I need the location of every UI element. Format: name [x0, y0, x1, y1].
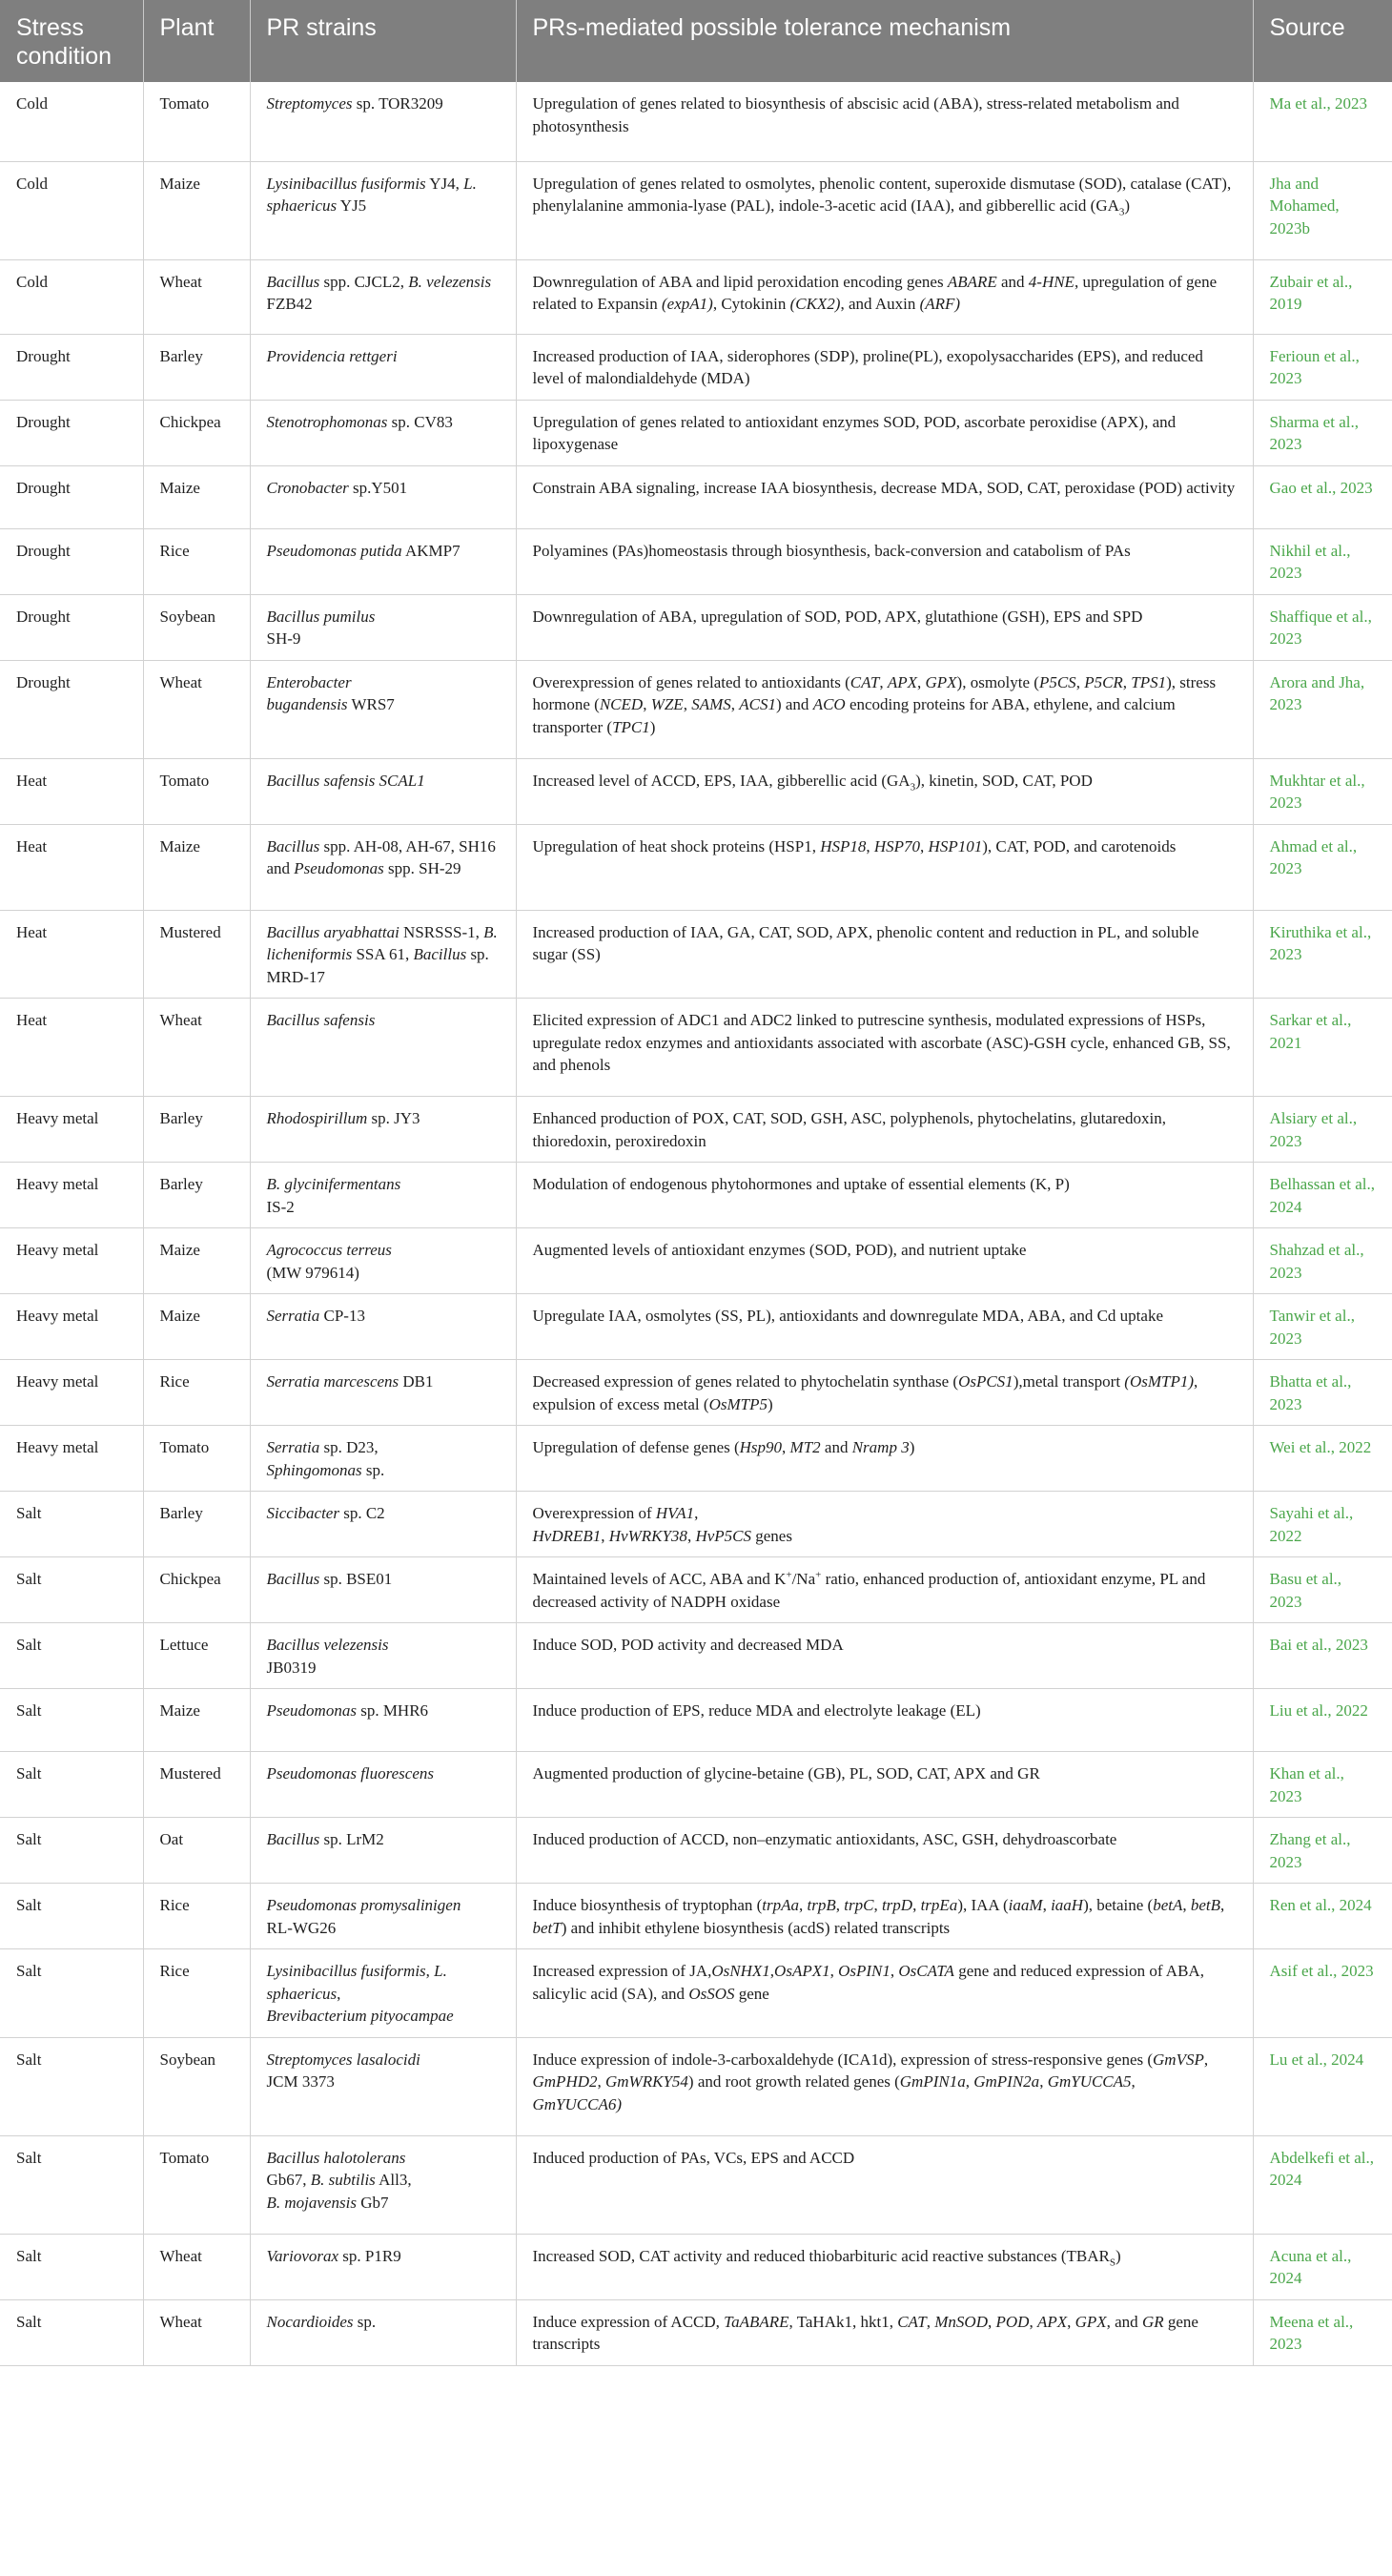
- cell-pr-strains: Bacillus spp. CJCL2, B. velezensis FZB42: [250, 259, 516, 334]
- cell-source[interactable]: Acuna et al., 2024: [1253, 2234, 1392, 2299]
- table-row: [0, 1623, 1392, 1689]
- cell-pr-strains: Enterobacter bugandensis WRS7: [250, 660, 516, 758]
- cell-stress-condition: Heat: [0, 910, 143, 999]
- cell-stress-condition: Heat: [0, 824, 143, 910]
- cell-source[interactable]: Wei et al., 2022: [1253, 1426, 1392, 1492]
- cell-pr-strains: Streptomyces lasalocidi JCM 3373: [250, 2037, 516, 2135]
- cell-source[interactable]: Alsiary et al., 2023: [1253, 1097, 1392, 1163]
- cell-source[interactable]: Bhatta et al., 2023: [1253, 1360, 1392, 1426]
- cell-mechanism: Polyamines (PAs)homeostasis through biosynthesis, back-conversion and catabolism of PAs: [516, 528, 1253, 594]
- cell-source[interactable]: Ahmad et al., 2023: [1253, 824, 1392, 910]
- cell-plant: Mustered: [143, 1752, 250, 1818]
- cell-stress-condition: Heavy metal: [0, 1228, 143, 1294]
- cell-mechanism: Downregulation of ABA and lipid peroxidation encoding genes ABARE and 4-HNE, upregulation of gene related to Expansin (expA1), Cytokinin (CKX2), and Auxin (ARF): [516, 259, 1253, 334]
- cell-stress-condition: Salt: [0, 1557, 143, 1623]
- cell-plant: Wheat: [143, 2299, 250, 2365]
- cell-stress-condition: Heat: [0, 999, 143, 1097]
- cell-pr-strains: Bacillus velezensis JB0319: [250, 1623, 516, 1689]
- cell-stress-condition: Drought: [0, 594, 143, 660]
- cell-mechanism: Increased level of ACCD, EPS, IAA, gibberellic acid $(GA_3)$, kinetin, SOD, CAT, POD: [516, 758, 1253, 824]
- table-row: [0, 999, 1392, 1097]
- cell-stress-condition: Salt: [0, 1752, 143, 1818]
- cell-source[interactable]: Mukhtar et al., 2023: [1253, 758, 1392, 824]
- table-row: [0, 82, 1392, 161]
- cell-source[interactable]: Ma et al., 2023: [1253, 82, 1392, 161]
- cell-plant: Barley: [143, 1163, 250, 1228]
- cell-plant: Maize: [143, 465, 250, 528]
- cell-plant: Maize: [143, 1689, 250, 1752]
- cell-mechanism: Upregulation of genes related to antioxidant enzymes SOD, POD, ascorbate peroxidise (APX), and lipoxygenase: [516, 400, 1253, 465]
- cell-stress-condition: Drought: [0, 400, 143, 465]
- cell-plant: Soybean: [143, 594, 250, 660]
- cell-plant: Maize: [143, 1228, 250, 1294]
- table-row: [0, 1228, 1392, 1294]
- cell-pr-strains: Lysinibacillus fusiformis, L. sphaericus, Brevibacterium pityocampae: [250, 1949, 516, 2038]
- cell-plant: Lettuce: [143, 1623, 250, 1689]
- cell-plant: Rice: [143, 1949, 250, 2038]
- cell-mechanism: Maintained levels of ACC, ABA and K+/Na+ ratio, enhanced production of, antioxidant enzyme, PL and decreased activity of NADPH oxidase: [516, 1557, 1253, 1623]
- cell-pr-strains: Bacillus sp. BSE01: [250, 1557, 516, 1623]
- cell-source[interactable]: Asif et al., 2023: [1253, 1949, 1392, 2038]
- cell-mechanism: Increased production of IAA, GA, CAT, SOD, APX, phenolic content and reduction in PL, and soluble sugar (SS): [516, 910, 1253, 999]
- cell-mechanism: Constrain ABA signaling, increase IAA biosynthesis, decrease MDA, SOD, CAT, peroxidase (POD) activity: [516, 465, 1253, 528]
- cell-pr-strains: Rhodospirillum sp. JY3: [250, 1097, 516, 1163]
- cell-stress-condition: Drought: [0, 334, 143, 400]
- cell-mechanism: Modulation of endogenous phytohormones and uptake of essential elements (K, P): [516, 1163, 1253, 1228]
- cell-stress-condition: Heavy metal: [0, 1163, 143, 1228]
- cell-source[interactable]: Khan et al., 2023: [1253, 1752, 1392, 1818]
- cell-mechanism: Overexpression of HVA1, HvDREB1, HvWRKY38, HvP5CS genes: [516, 1492, 1253, 1557]
- table-row: [0, 2037, 1392, 2135]
- cell-pr-strains: Variovorax sp. P1R9: [250, 2234, 516, 2299]
- cell-pr-strains: Siccibacter sp. C2: [250, 1492, 516, 1557]
- table-row: [0, 2299, 1392, 2365]
- cell-pr-strains: Pseudomonas promysalinigen RL-WG26: [250, 1884, 516, 1949]
- cell-plant: Soybean: [143, 2037, 250, 2135]
- cell-source[interactable]: Abdelkefi et al., 2024: [1253, 2135, 1392, 2234]
- cell-source[interactable]: Arora and Jha, 2023: [1253, 660, 1392, 758]
- table-row: [0, 1949, 1392, 2038]
- table-row: [0, 334, 1392, 400]
- cell-plant: Tomato: [143, 758, 250, 824]
- cell-source[interactable]: Basu et al., 2023: [1253, 1557, 1392, 1623]
- cell-pr-strains: B. glycinifermentans IS-2: [250, 1163, 516, 1228]
- cell-stress-condition: Drought: [0, 528, 143, 594]
- table-row: [0, 758, 1392, 824]
- cell-mechanism: Enhanced production of POX, CAT, SOD, GSH, ASC, polyphenols, phytochelatins, glutaredoxin, thioredoxin, peroxiredoxin: [516, 1097, 1253, 1163]
- cell-plant: Maize: [143, 161, 250, 259]
- cell-source[interactable]: Gao et al., 2023: [1253, 465, 1392, 528]
- cell-source[interactable]: Zubair et al., 2019: [1253, 259, 1392, 334]
- cell-plant: Wheat: [143, 2234, 250, 2299]
- table-body: [0, 82, 1392, 2365]
- cell-source[interactable]: Jha and Mohamed, 2023b: [1253, 161, 1392, 259]
- cell-plant: Wheat: [143, 660, 250, 758]
- cell-pr-strains: Bacillus halotolerans Gb67, B. subtilis All3, B. mojavensis Gb7: [250, 2135, 516, 2234]
- table-row: [0, 1752, 1392, 1818]
- table-header: [0, 0, 1392, 82]
- table-row: [0, 1360, 1392, 1426]
- header-plant: Plant: [143, 0, 250, 82]
- cell-stress-condition: Salt: [0, 2037, 143, 2135]
- cell-source[interactable]: Sharma et al., 2023: [1253, 400, 1392, 465]
- cell-stress-condition: Salt: [0, 2234, 143, 2299]
- cell-mechanism: Elicited expression of ADC1 and ADC2 linked to putrescine synthesis, modulated expressions of HSPs, upregulate redox enzymes and antioxidants associated with ascorbate (ASC)-GSH cycle, enhanced GB, SS, and phenols: [516, 999, 1253, 1097]
- cell-pr-strains: Lysinibacillus fusiformis YJ4, L. sphaericus YJ5: [250, 161, 516, 259]
- cell-source[interactable]: Sarkar et al., 2021: [1253, 999, 1392, 1097]
- table-row: [0, 1492, 1392, 1557]
- cell-stress-condition: Drought: [0, 660, 143, 758]
- cell-source[interactable]: Meena et al., 2023: [1253, 2299, 1392, 2365]
- table-row: [0, 400, 1392, 465]
- cell-pr-strains: Bacillus safensis: [250, 999, 516, 1097]
- table-row: [0, 1294, 1392, 1360]
- cell-pr-strains: Bacillus sp. LrM2: [250, 1818, 516, 1884]
- cell-pr-strains: Bacillus aryabhattai NSRSSS-1, B. licheniformis SSA 61, Bacillus sp. MRD-17: [250, 910, 516, 999]
- cell-source[interactable]: Liu et al., 2022: [1253, 1689, 1392, 1752]
- cell-plant: Tomato: [143, 1426, 250, 1492]
- cell-pr-strains: Pseudomonas putida AKMP7: [250, 528, 516, 594]
- cell-mechanism: Overexpression of genes related to antioxidants (CAT, APX, GPX), osmolyte (P5CS, P5CR, TPS1), stress hormone (NCED, WZE, SAMS, ACS1) and ACO encoding proteins for ABA, ethylene, and calcium transporter (TPC1): [516, 660, 1253, 758]
- table-row: [0, 594, 1392, 660]
- cell-stress-condition: Cold: [0, 259, 143, 334]
- cell-source[interactable]: Belhassan et al., 2024: [1253, 1163, 1392, 1228]
- table-row: [0, 1689, 1392, 1752]
- cell-stress-condition: Salt: [0, 1949, 143, 2038]
- cell-stress-condition: Salt: [0, 2135, 143, 2234]
- cell-source[interactable]: Shaffique et al., 2023: [1253, 594, 1392, 660]
- cell-stress-condition: Drought: [0, 465, 143, 528]
- cell-pr-strains: Bacillus pumilus SH-9: [250, 594, 516, 660]
- cell-plant: Chickpea: [143, 1557, 250, 1623]
- cell-mechanism: Induce SOD, POD activity and decreased MDA: [516, 1623, 1253, 1689]
- cell-stress-condition: Salt: [0, 1623, 143, 1689]
- cell-stress-condition: Cold: [0, 82, 143, 161]
- cell-stress-condition: Salt: [0, 1689, 143, 1752]
- cell-mechanism: Induced production of ACCD, non–enzymatic antioxidants, ASC, GSH, dehydroascorbate: [516, 1818, 1253, 1884]
- cell-stress-condition: Salt: [0, 2299, 143, 2365]
- table-row: [0, 1163, 1392, 1228]
- cell-stress-condition: Salt: [0, 1884, 143, 1949]
- table-row: [0, 910, 1392, 999]
- cell-source[interactable]: Tanwir et al., 2023: [1253, 1294, 1392, 1360]
- cell-source[interactable]: Ferioun et al., 2023: [1253, 334, 1392, 400]
- cell-plant: Barley: [143, 334, 250, 400]
- cell-mechanism: Augmented levels of antioxidant enzymes (SOD, POD), and nutrient uptake: [516, 1228, 1253, 1294]
- cell-mechanism: Upregulate IAA, osmolytes (SS, PL), antioxidants and downregulate MDA, ABA, and Cd uptake: [516, 1294, 1253, 1360]
- cell-stress-condition: Heavy metal: [0, 1360, 143, 1426]
- cell-pr-strains: Providencia rettgeri: [250, 334, 516, 400]
- header-stress-condition: Stress condition: [0, 0, 143, 82]
- cell-mechanism: Upregulation of genes related to osmolytes, phenolic content, superoxide dismutase (SOD), catalase (CAT), phenylalanine ammonia-lyase (PAL), indole-3-acetic acid (IAA), and gibberellic acid $(GA_3)$: [516, 161, 1253, 259]
- cell-pr-strains: Serratia CP-13: [250, 1294, 516, 1360]
- cell-plant: Wheat: [143, 999, 250, 1097]
- table-row: [0, 2135, 1392, 2234]
- cell-pr-strains: Pseudomonas fluorescens: [250, 1752, 516, 1818]
- cell-plant: Rice: [143, 1884, 250, 1949]
- header-row: [0, 0, 1392, 82]
- cell-mechanism: Upregulation of genes related to biosynthesis of abscisic acid (ABA), stress-related metabolism and photosynthesis: [516, 82, 1253, 161]
- cell-pr-strains: Serratia sp. D23, Sphingomonas sp.: [250, 1426, 516, 1492]
- cell-stress-condition: Heat: [0, 758, 143, 824]
- cell-mechanism: Upregulation of defense genes (Hsp90, MT2 and Nramp 3): [516, 1426, 1253, 1492]
- cell-stress-condition: Salt: [0, 1492, 143, 1557]
- cell-source[interactable]: Shahzad et al., 2023: [1253, 1228, 1392, 1294]
- cell-source[interactable]: Zhang et al., 2023: [1253, 1818, 1392, 1884]
- table-row: [0, 1097, 1392, 1163]
- cell-source[interactable]: Ren et al., 2024: [1253, 1884, 1392, 1949]
- cell-pr-strains: Cronobacter sp.Y501: [250, 465, 516, 528]
- cell-stress-condition: Salt: [0, 1818, 143, 1884]
- cell-mechanism: Induce biosynthesis of tryptophan (trpAa, trpB, trpC, trpD, trpEa), IAA (iaaM, iaaH), betaine (betA, betB, betT) and inhibit ethylene biosynthesis (acdS) related transcripts: [516, 1884, 1253, 1949]
- cell-plant: Tomato: [143, 82, 250, 161]
- cell-stress-condition: Heavy metal: [0, 1426, 143, 1492]
- cell-plant: Maize: [143, 1294, 250, 1360]
- cell-stress-condition: Cold: [0, 161, 143, 259]
- cell-pr-strains: Bacillus safensis SCAL1: [250, 758, 516, 824]
- table-row: [0, 660, 1392, 758]
- cell-source[interactable]: Kiruthika et al., 2023: [1253, 910, 1392, 999]
- cell-source[interactable]: Sayahi et al., 2022: [1253, 1492, 1392, 1557]
- cell-pr-strains: Serratia marcescens DB1: [250, 1360, 516, 1426]
- table-row: [0, 259, 1392, 334]
- table-row: [0, 824, 1392, 910]
- cell-pr-strains: Bacillus spp. AH-08, AH-67, SH16 and Pseudomonas spp. SH-29: [250, 824, 516, 910]
- cell-source[interactable]: Nikhil et al., 2023: [1253, 528, 1392, 594]
- cell-plant: Maize: [143, 824, 250, 910]
- cell-mechanism: Increased expression of JA,OsNHX1,OsAPX1, OsPIN1, OsCATA gene and reduced expression of ABA, salicylic acid (SA), and OsSOS gene: [516, 1949, 1253, 2038]
- table-row: [0, 161, 1392, 259]
- cell-pr-strains: Pseudomonas sp. MHR6: [250, 1689, 516, 1752]
- cell-plant: Rice: [143, 1360, 250, 1426]
- header-mechanism: PRs-mediated possible tolerance mechanism: [516, 0, 1253, 82]
- cell-plant: Oat: [143, 1818, 250, 1884]
- cell-mechanism: Upregulation of heat shock proteins (HSP1, HSP18, HSP70, HSP101), CAT, POD, and carotenoids: [516, 824, 1253, 910]
- table-row: [0, 2234, 1392, 2299]
- cell-pr-strains: Nocardioides sp.: [250, 2299, 516, 2365]
- cell-mechanism: Induce expression of indole-3-carboxaldehyde (ICA1d), expression of stress-responsive genes (GmVSP, GmPHD2, GmWRKY54) and root growth related genes (GmPIN1a, GmPIN2a, GmYUCCA5, GmYUCCA6): [516, 2037, 1253, 2135]
- cell-plant: Rice: [143, 528, 250, 594]
- cell-mechanism: Downregulation of ABA, upregulation of SOD, POD, APX, glutathione (GSH), EPS and SPD: [516, 594, 1253, 660]
- cell-stress-condition: Heavy metal: [0, 1097, 143, 1163]
- table-row: [0, 1818, 1392, 1884]
- cell-mechanism: Increased production of IAA, siderophores (SDP), proline(PL), exopolysaccharides (EPS), and reduced level of malondialdehyde (MDA): [516, 334, 1253, 400]
- table-row: [0, 1884, 1392, 1949]
- table-row: [0, 465, 1392, 528]
- cell-stress-condition: Heavy metal: [0, 1294, 143, 1360]
- cell-mechanism: Induced production of PAs, VCs, EPS and ACCD: [516, 2135, 1253, 2234]
- cell-source[interactable]: Lu et al., 2024: [1253, 2037, 1392, 2135]
- table-row: [0, 1426, 1392, 1492]
- cell-mechanism: Induce expression of ACCD, TaABARE, TaHAk1, hkt1, CAT, MnSOD, POD, APX, GPX, and GR gene transcripts: [516, 2299, 1253, 2365]
- cell-pr-strains: Streptomyces sp. TOR3209: [250, 82, 516, 161]
- cell-mechanism: Augmented production of glycine-betaine (GB), PL, SOD, CAT, APX and GR: [516, 1752, 1253, 1818]
- cell-pr-strains: Stenotrophomonas sp. CV83: [250, 400, 516, 465]
- cell-plant: Wheat: [143, 259, 250, 334]
- cell-plant: Mustered: [143, 910, 250, 999]
- cell-pr-strains: Agrococcus terreus (MW 979614): [250, 1228, 516, 1294]
- header-source: Source: [1253, 0, 1392, 82]
- cell-mechanism: Induce production of EPS, reduce MDA and electrolyte leakage (EL): [516, 1689, 1253, 1752]
- cell-plant: Barley: [143, 1097, 250, 1163]
- cell-source[interactable]: Bai et al., 2023: [1253, 1623, 1392, 1689]
- table-row: [0, 1557, 1392, 1623]
- cell-plant: Chickpea: [143, 400, 250, 465]
- cell-mechanism: Decreased expression of genes related to phytochelatin synthase (OsPCS1),metal transport (OsMTP1), expulsion of excess metal (OsMTP5): [516, 1360, 1253, 1426]
- table-row: [0, 528, 1392, 594]
- header-pr-strains: PR strains: [250, 0, 516, 82]
- cell-plant: Barley: [143, 1492, 250, 1557]
- cell-mechanism: Increased SOD, CAT activity and reduced thiobarbituric acid reactive substances $(TBAR_S)$: [516, 2234, 1253, 2299]
- cell-plant: Tomato: [143, 2135, 250, 2234]
